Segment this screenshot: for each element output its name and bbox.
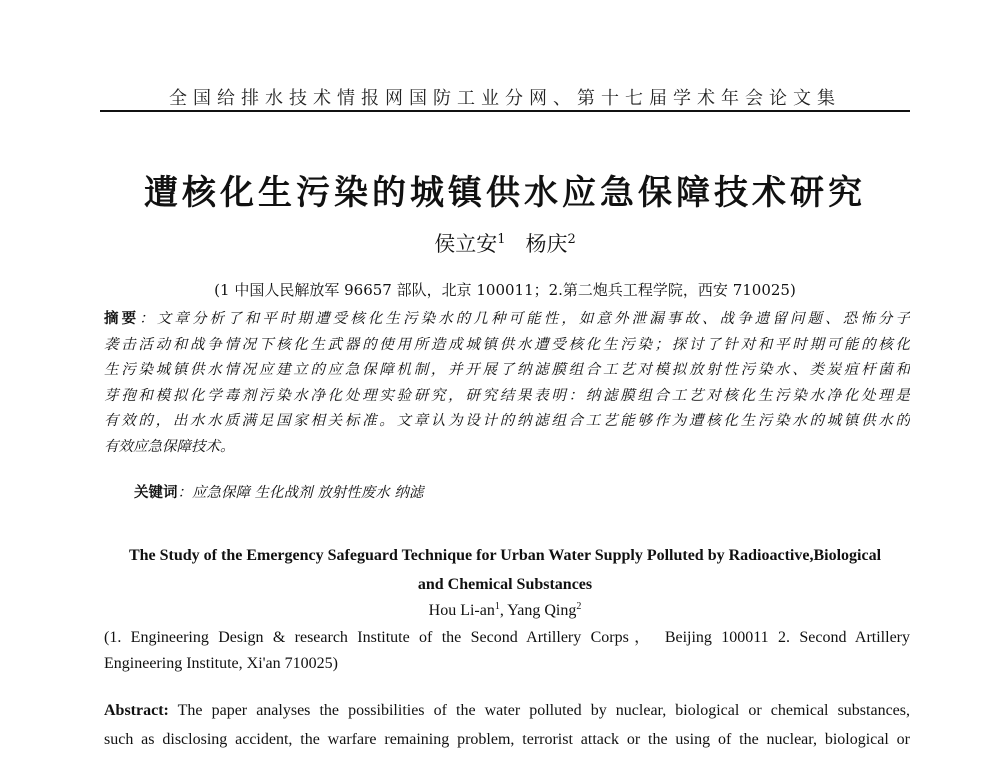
english-authors bbox=[100, 601, 910, 620]
author-affiliation-mark: 2 bbox=[567, 232, 576, 247]
author-separator: , bbox=[499, 602, 508, 619]
title-line: The Study of the Emergency Safeguard Technique for Urban Water Supply Polluted by Radioactive,Biological bbox=[128, 547, 882, 564]
author-name: Yang Qing bbox=[507, 602, 577, 619]
abstract-line: 袭击活动和战争情况下核化生武器的使用所造成城镇供水遭受核化生污染；探讨了针对和平时期可能的核化 bbox=[104, 336, 910, 353]
abstract-line: 有效的，出水水质满足国家相关标准。文章认为设计的纳滤组合工艺能够作为遭核化生污染水的城镇供水的 bbox=[104, 413, 910, 429]
english-affiliation bbox=[104, 625, 910, 677]
chinese-affiliation: (1 中国人民解放军 96657 部队，北京 100011；2.第二炮兵工程学院，西安 710025) bbox=[214, 281, 796, 299]
abstract-line: 芽孢和模拟化学毒剂污染水净化处理实验研究，研究结果表明：纳滤膜组合工艺对核化生污染水净化处理是 bbox=[104, 387, 910, 404]
chinese-authors bbox=[100, 228, 910, 258]
keywords-text: ：应急保障 生化战剂 放射性废水 纳滤 bbox=[177, 485, 424, 501]
chinese-abstract bbox=[104, 306, 910, 460]
title-line: and Chemical Substances bbox=[417, 576, 593, 593]
author-name: 杨庆 bbox=[525, 232, 568, 256]
author-affiliation-mark: 2 bbox=[576, 601, 582, 612]
affiliation-line: Engineering Institute, Xi'an 710025) bbox=[104, 655, 338, 672]
running-header: 全国给排水技术情报网国防工业分网、第十七届学术年会论文集 bbox=[169, 88, 841, 109]
author-name: Hou Li-an bbox=[428, 602, 495, 619]
author-affiliation-mark: 1 bbox=[494, 601, 500, 612]
abstract-line: 生污染城镇供水情况应建立的应急保障机制，并开展了纳滤膜组合工艺对模拟放射性污染水、类炭疽杆菌和 bbox=[104, 362, 910, 378]
abstract-label: 摘要 bbox=[104, 310, 140, 327]
author-name: 侯立安 bbox=[434, 232, 498, 256]
abstract-line: 摘要：文章分析了和平时期遭受核化生污染水的几种可能性，如意外泄漏事故、战争遗留问题、恐怖分子 bbox=[104, 310, 910, 327]
affiliation-line: (1. Engineering Design & research Institute of the Second Artillery Corps， Beijing 100011 2. Second Artillery bbox=[104, 629, 910, 646]
keywords-label: 关键词 bbox=[134, 484, 178, 501]
header-rule bbox=[100, 110, 910, 112]
english-abstract bbox=[104, 696, 910, 754]
abstract-line: Abstract: The paper analyses the possibilities of the water polluted by nuclear, biological or chemical substances, bbox=[104, 702, 910, 719]
abstract-label: Abstract: bbox=[104, 702, 169, 719]
abstract-line: such as disclosing accident, the warfare remaining problem, terrorist attack or the using of the nuclear, biological or bbox=[104, 731, 910, 748]
abstract-line: 有效应急保障技术。 bbox=[104, 438, 235, 455]
chinese-keywords bbox=[134, 481, 910, 502]
english-title bbox=[100, 541, 910, 599]
chinese-title: 遭核化生污染的城镇供水应急保障技术研究 bbox=[144, 173, 866, 213]
author-affiliation-mark: 1 bbox=[497, 232, 506, 247]
